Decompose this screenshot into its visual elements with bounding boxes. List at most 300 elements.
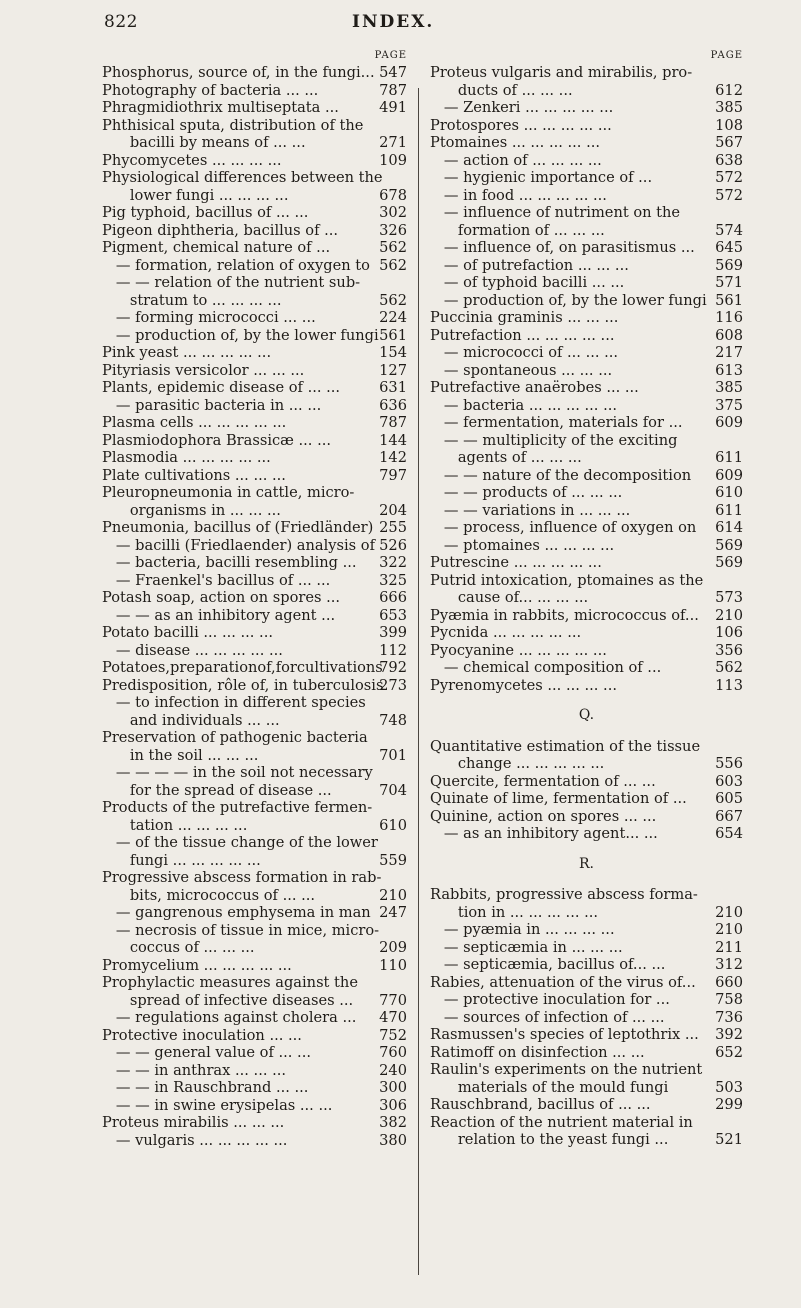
entry-text: — Zenkeri ... ... ... ... ... (430, 99, 614, 116)
index-entry (102, 904, 407, 922)
index-entry (102, 1009, 407, 1027)
entry-text: stratum to ... ... ... ... (102, 291, 282, 309)
entry-text: Pycnida ... ... ... ... ... (430, 624, 582, 641)
index-entry (430, 414, 743, 432)
section-letter-q: Q. (578, 707, 595, 723)
entry-text: Putrefactive anaërobes ... ... (430, 379, 639, 396)
entry-page: 569 (715, 536, 743, 554)
index-entry (430, 309, 743, 327)
index-entry (430, 64, 743, 82)
entry-page: 736 (715, 1008, 743, 1026)
index-entry (102, 1132, 407, 1150)
index-entry (430, 467, 743, 485)
entry-text: — parasitic bacteria in ... ... (102, 396, 322, 414)
entry-text: Putrescine ... ... ... ... ... (430, 554, 602, 571)
entry-text: Potatoes,preparationof,forcultivations (102, 659, 383, 676)
index-entry (102, 677, 407, 695)
index-entry (102, 169, 407, 187)
index-entry (430, 1061, 743, 1079)
entry-text: Pyæmia in rabbits, micrococcus of... (430, 606, 699, 624)
entry-text: — bacteria, bacilli resembling ... (102, 554, 357, 571)
entry-page: 144 (379, 431, 407, 449)
index-entry (102, 519, 407, 537)
index-entry (102, 1027, 407, 1045)
entry-text: Products of the putrefactive fermen- (102, 799, 373, 816)
entry-text: — production of, by the lower fungi (430, 291, 707, 309)
entry-text: — sources of infection of ... ... (430, 1008, 665, 1026)
entry-text: — micrococci of ... ... ... (430, 344, 619, 361)
entry-text: bacilli by means of ... ... (102, 134, 306, 151)
entry-page: 210 (715, 606, 743, 624)
entry-page: 109 (379, 151, 407, 169)
index-entry (102, 554, 407, 572)
entry-page: 375 (715, 396, 743, 414)
entry-page: 667 (715, 807, 743, 825)
entry-text: Putrid intoxication, ptomaines as the (430, 571, 704, 589)
entry-text: Reaction of the nutrient material in (430, 1113, 693, 1131)
entry-page: 636 (379, 396, 407, 414)
index-entry (430, 379, 743, 397)
entry-text: Protospores ... ... ... ... ... (430, 116, 612, 134)
index-entry (102, 747, 407, 765)
index-entry (430, 624, 743, 642)
index-entry (102, 974, 407, 992)
index-entry (102, 799, 407, 817)
entry-text: — — — — in the soil not necessary (102, 764, 373, 781)
entry-page: 571 (715, 274, 743, 291)
page-number: 822 (104, 12, 138, 32)
entry-text: Prophylactic measures against the (102, 974, 358, 991)
index-entry (102, 1079, 407, 1097)
index-entry (430, 738, 743, 756)
entry-text: — septicæmia, bacillus of... ... (430, 956, 666, 973)
entry-text: — chemical composition of ... (430, 659, 662, 676)
entry-page: 562 (379, 256, 407, 274)
entry-page: 209 (379, 939, 407, 956)
entry-text: Quinate of lime, fermentation of ... (430, 790, 687, 807)
entry-page: 204 (379, 501, 407, 519)
entry-page: 748 (379, 711, 407, 729)
entry-page: 382 (379, 1114, 407, 1131)
left-entry-list (102, 64, 407, 1149)
entry-text: — influence of nutriment on the (430, 204, 681, 221)
entry-text: — to infection in different species (102, 694, 366, 711)
entry-text: materials of the mould fungi (430, 1078, 669, 1096)
index-entry (430, 886, 743, 904)
index-entry (430, 292, 743, 310)
entry-page: 611 (715, 501, 743, 519)
entry-text: — forming micrococci ... ... (102, 309, 316, 326)
entry-page: 547 (379, 64, 407, 81)
index-entry (102, 572, 407, 590)
section-letter-r: R. (579, 855, 594, 872)
entry-page: 760 (379, 1044, 407, 1061)
index-entry (102, 222, 407, 240)
entry-text: Physiological differences between the (102, 169, 383, 186)
entry-text: Pityriasis versicolor ... ... ... (102, 361, 305, 379)
index-entry (430, 152, 743, 170)
index-entry (430, 589, 743, 607)
entry-page: 572 (715, 186, 743, 204)
entry-text: — as an inhibitory agent... ... (430, 825, 658, 842)
entry-text: Promycelium ... ... ... ... ... (102, 956, 292, 974)
entry-page: 312 (715, 956, 743, 973)
entry-text: — — in anthrax ... ... ... (102, 1061, 287, 1079)
entry-text: Phragmidiothrix multiseptata ... (102, 99, 339, 116)
entry-text: Ptomaines ... ... ... ... ... (430, 134, 600, 151)
entry-page: 666 (379, 589, 407, 606)
entry-text: — — nature of the decomposition (430, 466, 692, 484)
index-entry (430, 449, 743, 467)
entry-text: — bacteria ... ... ... ... ... (430, 396, 617, 414)
entry-page: 470 (379, 1009, 407, 1026)
index-entry (430, 519, 743, 537)
index-entry (430, 974, 743, 992)
entry-page: 325 (379, 571, 407, 589)
entry-text: and individuals ... ... (102, 711, 280, 729)
entry-text: Potato bacilli ... ... ... ... (102, 624, 273, 641)
entry-page: 211 (715, 938, 743, 956)
entry-page: 609 (715, 414, 743, 431)
entry-text: — regulations against cholera ... (102, 1009, 357, 1026)
entry-text: — protective inoculation for ... (430, 991, 670, 1008)
index-entry (102, 1097, 407, 1115)
entry-page: 380 (379, 1131, 407, 1149)
index-entry (430, 82, 743, 100)
index-entry (430, 1009, 743, 1027)
entry-page: 300 (379, 1079, 407, 1096)
entry-text: relation to the yeast fungi ... (430, 1131, 669, 1148)
index-entry (102, 327, 407, 345)
entry-page: 613 (715, 361, 743, 379)
index-entry (102, 99, 407, 117)
index-entry (430, 554, 743, 572)
index-entry (102, 642, 407, 660)
entry-text: Pigeon diphtheria, bacillus of ... (102, 221, 339, 239)
entry-text: — septicæmia in ... ... ... (430, 938, 623, 956)
entry-page: 562 (379, 291, 407, 309)
entry-text: — ptomaines ... ... ... ... (430, 536, 615, 554)
entry-page: 306 (379, 1096, 407, 1114)
entry-text: Putrefaction ... ... ... ... ... (430, 326, 615, 344)
entry-text: Rabies, attenuation of the virus of... (430, 973, 696, 991)
right-entry-list-r (430, 886, 743, 1149)
entry-page: 653 (379, 606, 407, 624)
entry-text: tion in ... ... ... ... ... (430, 903, 599, 921)
index-entry (430, 956, 743, 974)
right-entry-list-q (430, 738, 743, 843)
entry-page: 106 (715, 624, 743, 641)
index-entry (430, 808, 743, 826)
index-entry (102, 537, 407, 555)
entry-page: 770 (379, 991, 407, 1009)
entry-text: Pneumonia, bacillus of (Friedländer) (102, 519, 374, 536)
index-entry (430, 642, 743, 660)
entry-page: 142 (379, 449, 407, 466)
index-entry (430, 939, 743, 957)
entry-text: Proteus mirabilis ... ... ... (102, 1114, 285, 1131)
entry-page: 758 (715, 991, 743, 1008)
entry-text: Pink yeast ... ... ... ... ... (102, 344, 272, 361)
entry-text: Predisposition, rôle of, in tuberculosis (102, 676, 384, 694)
index-entry (102, 729, 407, 747)
left-column (102, 48, 407, 1149)
entry-text: Photography of bacteria ... ... (102, 81, 319, 99)
entry-page: 385 (715, 99, 743, 116)
entry-text: Quinine, action on spores ... ... (430, 807, 657, 825)
entry-page: 210 (379, 886, 407, 904)
index-entry (430, 1131, 743, 1149)
entry-text: Plate cultivations ... ... ... (102, 466, 286, 484)
entry-page: 302 (379, 204, 407, 221)
entry-page: 608 (715, 326, 743, 344)
entry-text: Rauschbrand, bacillus of ... ... (430, 1096, 651, 1113)
index-entry (430, 1114, 743, 1132)
entry-page: 701 (379, 746, 407, 764)
entry-page: 392 (715, 1026, 743, 1043)
index-entry (430, 607, 743, 625)
index-entry (102, 432, 407, 450)
entry-page: 556 (715, 755, 743, 772)
index-entry (430, 257, 743, 275)
entry-page: 631 (379, 379, 407, 396)
entry-text: Plants, epidemic disease of ... ... (102, 379, 341, 396)
entry-page: 385 (715, 379, 743, 396)
entry-text: Pyocyanine ... ... ... ... ... (430, 641, 607, 659)
index-entry (102, 922, 407, 940)
entry-text: — process, influence of oxygen on (430, 519, 697, 536)
index-entry (430, 432, 743, 450)
entry-text: spread of infective diseases ... (102, 991, 354, 1009)
index-entry (102, 362, 407, 380)
entry-text: — — as an inhibitory agent ... (102, 606, 336, 624)
entry-text: ducts of ... ... ... (430, 81, 573, 99)
index-entry (430, 362, 743, 380)
entry-page: 611 (715, 449, 743, 466)
entry-text: organisms in ... ... ... (102, 501, 281, 519)
index-entry (430, 344, 743, 362)
index-entry (102, 624, 407, 642)
entry-text: Ratimoff on disinfection ... ... (430, 1043, 645, 1061)
entry-text: Preservation of pathogenic bacteria (102, 729, 368, 746)
entry-text: cause of... ... ... ... (430, 589, 589, 606)
index-entry (102, 589, 407, 607)
entry-page: 652 (715, 1043, 743, 1061)
entry-text: — — general value of ... ... (102, 1044, 311, 1061)
entry-page: 503 (715, 1078, 743, 1096)
index-entry (102, 712, 407, 730)
index-entry (102, 257, 407, 275)
index-entry (430, 274, 743, 292)
index-entry (430, 659, 743, 677)
entry-text: Phycomycetes ... ... ... ... (102, 151, 282, 169)
entry-text: — of putrefaction ... ... ... (430, 256, 629, 274)
index-entry (102, 484, 407, 502)
index-entry (430, 773, 743, 791)
index-entry (102, 467, 407, 485)
index-entry (102, 397, 407, 415)
right-column (430, 48, 743, 1149)
entry-page: 273 (379, 676, 407, 694)
entry-text: Rabbits, progressive abscess forma- (430, 886, 698, 903)
entry-text: — vulgaris ... ... ... ... ... (102, 1131, 288, 1149)
right-entry-list-p (430, 64, 743, 694)
entry-page: 792 (379, 659, 407, 676)
entry-page: 609 (715, 466, 743, 484)
index-entry (430, 1026, 743, 1044)
entry-page: 561 (715, 291, 743, 309)
entry-page: 654 (715, 825, 743, 842)
index-entry (102, 117, 407, 135)
entry-text: change ... ... ... ... ... (430, 755, 605, 772)
entry-text: — — relation of the nutrient sub- (102, 274, 361, 291)
index-entry (102, 782, 407, 800)
entry-page: 605 (715, 790, 743, 807)
entry-text: Phosphorus, source of, in the fungi... (102, 64, 375, 81)
index-entry (102, 379, 407, 397)
index-entry (430, 187, 743, 205)
index-entry (102, 64, 407, 82)
index-entry (102, 607, 407, 625)
entry-page: 561 (379, 326, 407, 344)
entry-page: 491 (379, 99, 407, 116)
index-entry (102, 1044, 407, 1062)
page-column-heading: PAGE (710, 50, 743, 61)
entry-text: Plasmodia ... ... ... ... ... (102, 449, 271, 466)
entry-text: — disease ... ... ... ... ... (102, 641, 283, 659)
entry-page: 787 (379, 81, 407, 99)
entry-text: Pig typhoid, bacillus of ... ... (102, 204, 309, 221)
entry-text: Quantitative estimation of the tissue (430, 737, 701, 755)
entry-page: 356 (715, 641, 743, 659)
entry-page: 660 (715, 973, 743, 991)
index-entry (430, 99, 743, 117)
entry-text: bits, micrococcus of ... ... (102, 886, 316, 904)
entry-page: 562 (379, 239, 407, 256)
entry-page: 154 (379, 344, 407, 361)
index-entry (430, 677, 743, 695)
entry-text: — spontaneous ... ... ... (430, 361, 613, 379)
entry-page: 271 (379, 134, 407, 151)
index-entry (102, 449, 407, 467)
index-entry (102, 152, 407, 170)
entry-page: 638 (715, 151, 743, 169)
index-entry (102, 134, 407, 152)
entry-page: 573 (715, 589, 743, 606)
index-entry (430, 134, 743, 152)
entry-text: — — multiplicity of the exciting (430, 431, 678, 449)
entry-text: — — variations in ... ... ... (430, 501, 631, 519)
entry-text: Pigment, chemical nature of ... (102, 239, 331, 256)
entry-text: — — in Rauschbrand ... ... (102, 1079, 309, 1096)
index-entry (430, 904, 743, 922)
entry-page: 610 (715, 484, 743, 501)
index-entry (102, 659, 407, 677)
entry-page: 569 (715, 256, 743, 274)
index-entry (430, 921, 743, 939)
index-entry (430, 222, 743, 240)
column-divider (418, 88, 419, 1275)
index-entry (430, 327, 743, 345)
index-entry (102, 957, 407, 975)
index-entry (102, 887, 407, 905)
entry-text: — formation, relation of oxygen to (102, 256, 370, 274)
index-entry (102, 274, 407, 292)
index-entry (102, 82, 407, 100)
entry-text: — necrosis of tissue in mice, micro- (102, 921, 380, 939)
entry-text: — influence of, on parasitismus ... (430, 239, 695, 256)
entry-text: in the soil ... ... ... (102, 746, 259, 764)
index-entry (430, 204, 743, 222)
entry-text: Rasmussen's species of leptothrix ... (430, 1026, 699, 1043)
entry-page: 326 (379, 221, 407, 239)
index-entry (102, 502, 407, 520)
entry-text: — gangrenous emphysema in man (102, 904, 371, 921)
index-entry (430, 169, 743, 187)
entry-page: 210 (715, 903, 743, 921)
index-entry (102, 239, 407, 257)
entry-page: 112 (379, 641, 407, 659)
entry-text: agents of ... ... ... (430, 449, 582, 466)
entry-page: 322 (379, 554, 407, 571)
entry-page: 255 (379, 519, 407, 536)
entry-text: Phthisical sputa, distribution of the (102, 116, 364, 134)
index-entry (102, 992, 407, 1010)
entry-page: 108 (715, 116, 743, 134)
entry-text: formation of ... ... ... (430, 221, 605, 239)
entry-text: — of typhoid bacilli ... ... (430, 274, 625, 291)
entry-text: — production of, by the lower fungi (102, 326, 379, 344)
entry-page: 217 (715, 344, 743, 361)
index-entry (102, 309, 407, 327)
index-entry (430, 239, 743, 257)
index-entry (102, 817, 407, 835)
entry-page: 399 (379, 624, 407, 641)
index-entry (430, 502, 743, 520)
entry-text: — — products of ... ... ... (430, 484, 623, 501)
entry-page: 210 (715, 921, 743, 938)
index-entry (430, 484, 743, 502)
index-entry (430, 572, 743, 590)
entry-page: 299 (715, 1096, 743, 1113)
entry-page: 610 (379, 816, 407, 834)
entry-text: — pyæmia in ... ... ... ... (430, 921, 615, 938)
index-entry (102, 414, 407, 432)
index-entry (430, 1079, 743, 1097)
entry-page: 612 (715, 81, 743, 99)
entry-text: Puccinia graminis ... ... ... (430, 309, 619, 326)
index-entry (430, 991, 743, 1009)
entry-page: 526 (379, 536, 407, 554)
index-entry (102, 834, 407, 852)
entry-page: 572 (715, 169, 743, 186)
entry-text: — in food ... ... ... ... ... (430, 186, 607, 204)
entry-text: — hygienic importance of ... (430, 169, 653, 186)
entry-page: 567 (715, 134, 743, 151)
entry-text: for the spread of disease ... (102, 781, 332, 799)
entry-text: Pleuropneumonia in cattle, micro- (102, 484, 355, 501)
index-entry (102, 204, 407, 222)
index-entry (430, 825, 743, 843)
entry-page: 240 (379, 1061, 407, 1079)
entry-page: 116 (715, 309, 743, 326)
index-entry (430, 537, 743, 555)
index-entry (102, 852, 407, 870)
index-entry (102, 694, 407, 712)
page-column-heading: PAGE (374, 50, 407, 61)
entry-page: 224 (379, 309, 407, 326)
entry-text: Protective inoculation ... ... (102, 1026, 302, 1044)
